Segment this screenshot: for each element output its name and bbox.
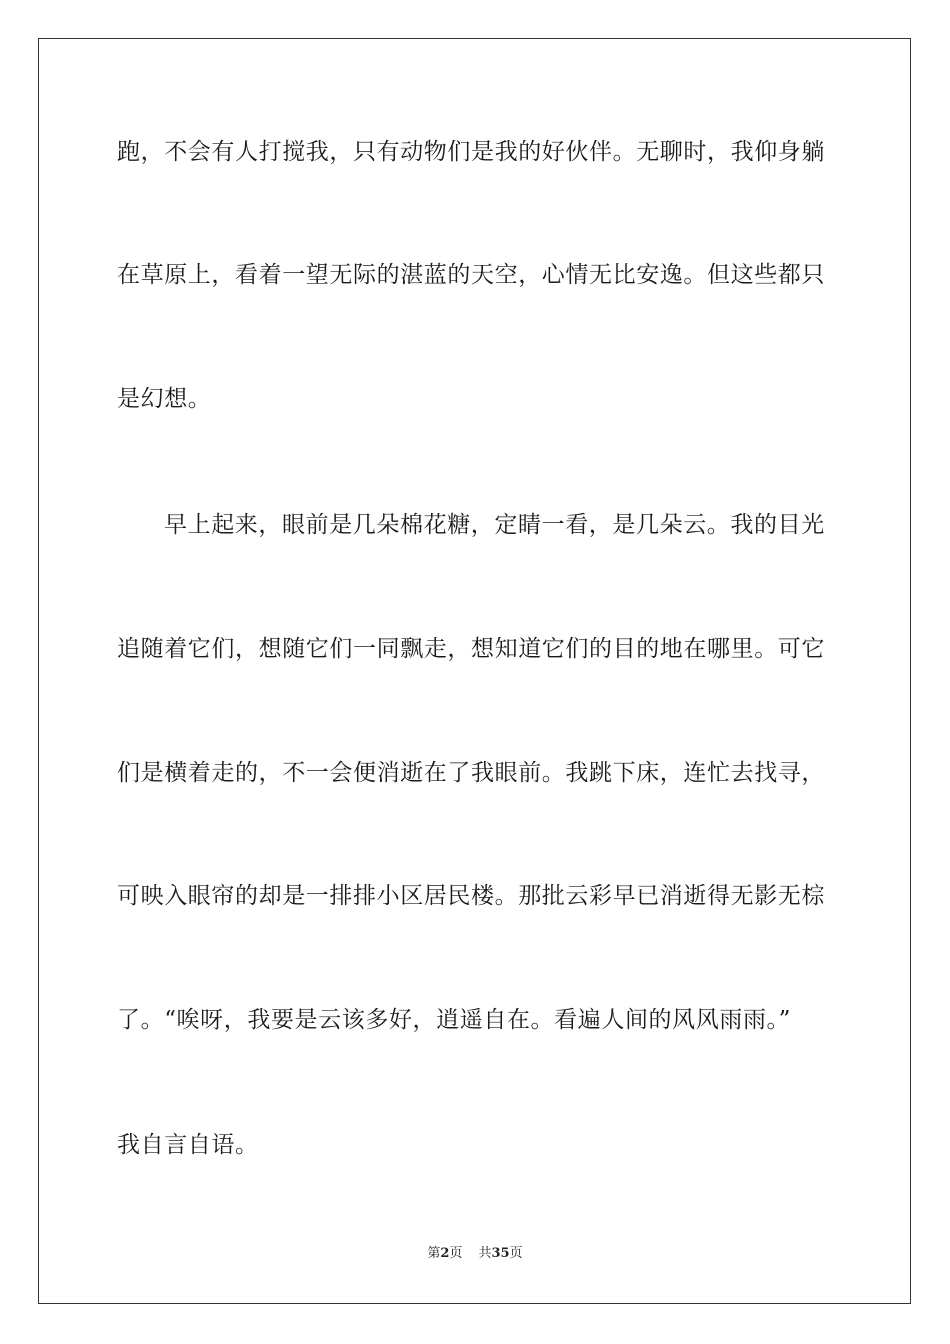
total-prefix: 共	[478, 1246, 492, 1261]
page-border	[38, 38, 911, 1304]
page-footer	[0, 1245, 950, 1263]
total-suffix: 页	[509, 1246, 523, 1261]
text-line: 了。“唉呀，我要是云该多好，逍遥自在。看遍人间的风风雨雨。”	[117, 1007, 792, 1033]
text-line: 可映入眼帘的却是一排排小区居民楼。那批云彩早已消逝得无影无棕	[117, 883, 825, 909]
paragraph-first-line: 早上起来，眼前是几朵棉花糖，定睛一看，是几朵云。我的目光	[164, 512, 825, 538]
text-line: 跑，不会有人打搅我，只有动物们是我的好伙伴。无聊时，我仰身躺	[117, 139, 825, 165]
text-line: 们是横着走的，不一会便消逝在了我眼前。我跳下床，连忙去找寻，	[117, 760, 825, 786]
total-page-number: 35	[491, 1246, 510, 1261]
text-line: 是幻想。	[117, 386, 212, 412]
text-line: 在草原上，看着一望无际的湛蓝的天空，心情无比安逸。但这些都只	[117, 262, 825, 288]
page-prefix: 第	[427, 1246, 441, 1261]
text-line: 我自言自语。	[117, 1132, 259, 1158]
text-line: 追随着它们，想随它们一同飘走，想知道它们的目的地在哪里。可它	[117, 636, 825, 662]
page-suffix: 页	[449, 1246, 463, 1261]
current-page-number: 2	[440, 1246, 450, 1261]
